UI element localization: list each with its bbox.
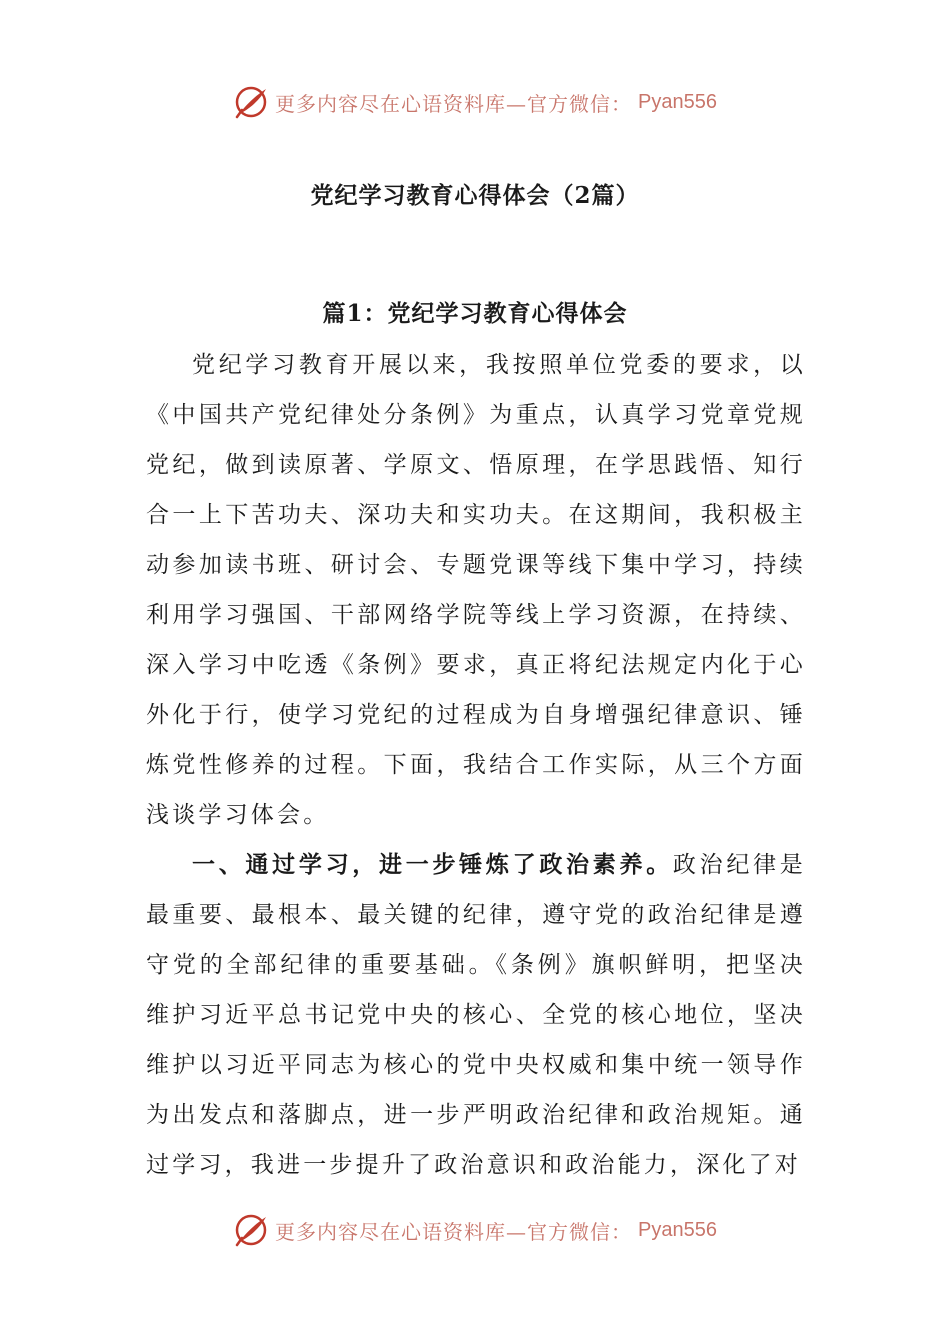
document-body [146,340,806,1190]
watermark-banner-bottom [0,1208,950,1252]
document-title: 党纪学习教育心得体会（2篇） [310,182,640,209]
quill-logo-icon [233,1212,269,1248]
paragraph-lead: 一、通过学习，进一步锤炼了政治素养。 [192,851,673,878]
paragraph-text: 党纪学习教育开展以来，我按照单位党委的要求，以《中国共产党纪律处分条例》为重点，认真学习党章党规党纪，做到读原著、学原文、悟原理，在学思践悟、知行合一上下苦功夫、深功夫和实功夫。在这期间，我积极主动参加读书班、研讨会、专题党课等线下集中学习，持续利用学习强国、干部网络学院等线上学习资源，在持续、深入学习中吃透《条例》要求，真正将纪法规定内化于心外化于行，使学习党纪的过程成为自身增强纪律意识、锤炼党性修养的过程。下面，我结合工作实际，从三个方面浅谈学习体会。 [146,352,806,828]
body-paragraph [146,840,806,1190]
body-paragraph [146,340,806,840]
watermark-text: 更多内容尽在心语资料库—官方微信： [275,1219,633,1244]
quill-logo-icon [233,84,269,120]
watermark-banner-top [0,80,950,124]
watermark-wechat-id: Pyan556 [638,1218,717,1241]
section-title: 篇1：党纪学习教育心得体会 [322,300,628,327]
watermark-text: 更多内容尽在心语资料库—官方微信： [275,91,633,116]
watermark-wechat-id: Pyan556 [638,90,717,113]
paragraph-text: 政治纪律是最重要、最根本、最关键的纪律，遵守党的政治纪律是遵守党的全部纪律的重要基础。《条例》旗帜鲜明，把坚决维护习近平总书记党中央的核心、全党的核心地位，坚决维护以习近平同志为核心的党中央权威和集中统一领导作为出发点和落脚点，进一步严明政治纪律和政治规矩。通过学习，我进一步提升了政治意识和政治能力，深化了对 [146,852,806,1178]
